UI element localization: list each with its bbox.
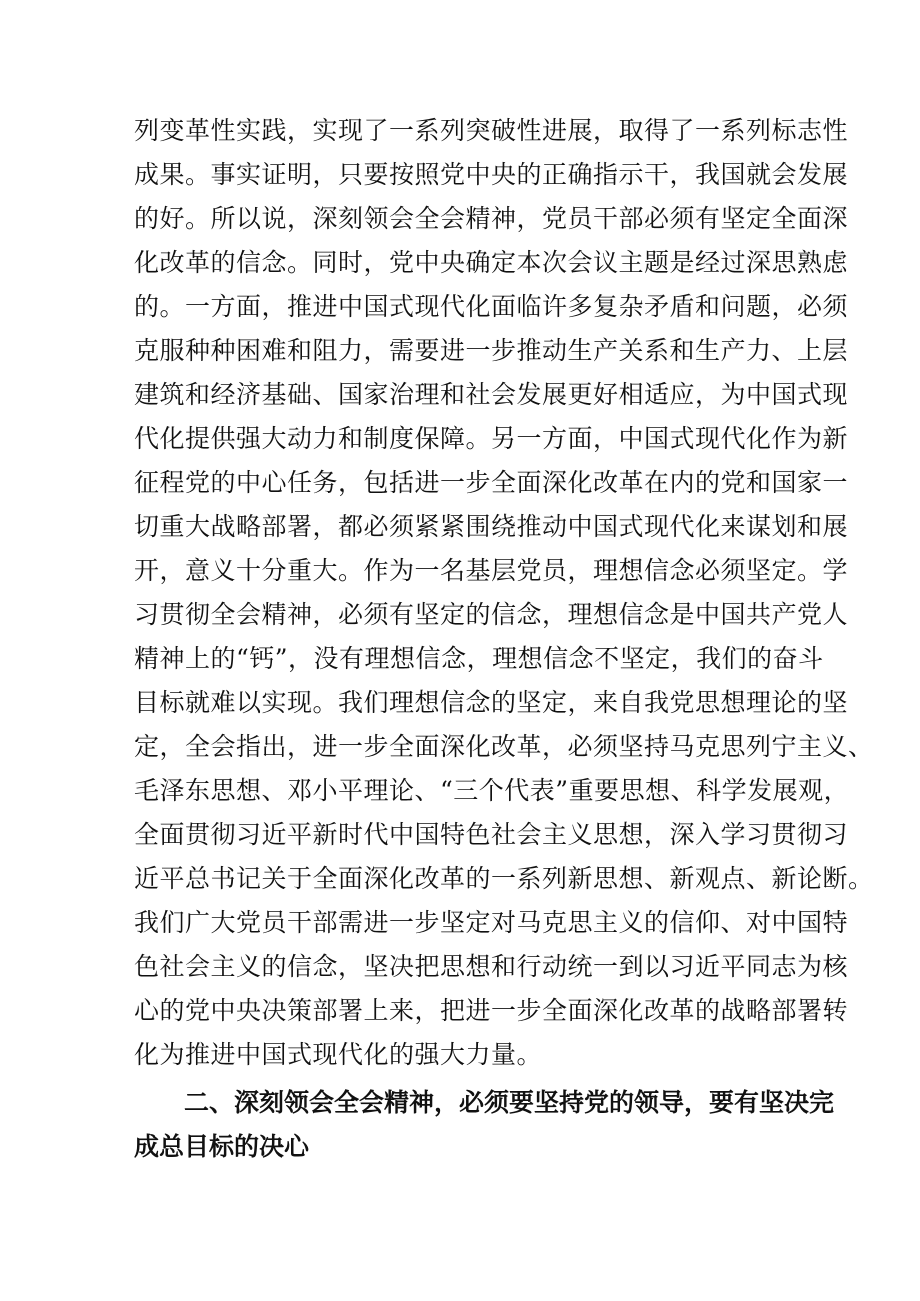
paragraph-line: 成果。事实证明，只要按照党中央的正确指示干，我国就会发展: [134, 160, 849, 189]
paragraph-line: 精神上的“钙”，没有理想信念，理想信念不坚定，我们的奋斗: [134, 644, 824, 673]
paragraph-line: 目标就难以实现。我们理想信念的坚定，来自我党思想理论的坚: [134, 688, 849, 717]
paragraph-line: 心的党中央决策部署上来，把进一步全面深化改革的战略部署转: [134, 996, 849, 1025]
paragraph-line: 色社会主义的信念，坚决把思想和行动统一到以习近平同志为核: [134, 952, 849, 981]
paragraph-line: 列变革性实践，实现了一系列突破性进展，取得了一系列标志性: [134, 116, 849, 145]
paragraph-line: 克服种种困难和阻力，需要进一步推动生产关系和生产力、上层: [134, 336, 849, 365]
paragraph-line: 我们广大党员干部需进一步坚定对马克思主义的信仰、对中国特: [134, 908, 849, 937]
paragraph-line: 的。一方面，推进中国式现代化面临许多复杂矛盾和问题，必须: [134, 292, 849, 321]
paragraph-line: 全面贯彻习近平新时代中国特色社会主义思想，深入学习贯彻习: [134, 820, 849, 849]
section-heading-line: 成总目标的决心: [134, 1132, 310, 1161]
paragraph-line: 近平总书记关于全面深化改革的一系列新思想、新观点、新论断。: [134, 864, 874, 893]
paragraph-line: 切重大战略部署，都必须紧紧围绕推动中国式现代化来谋划和展: [134, 512, 849, 541]
paragraph-line-last: 化为推进中国式现代化的强大力量。: [134, 1040, 543, 1069]
paragraph-line: 开，意义十分重大。作为一名基层党员，理想信念必须坚定。学: [134, 556, 849, 585]
paragraph-line: 毛泽东思想、邓小平理论、“三个代表”重要思想、科学发展观，: [134, 776, 850, 805]
paragraph-line: 的好。所以说，深刻领会全会精神，党员干部必须有坚定全面深: [134, 204, 849, 233]
paragraph-line: 定，全会指出，进一步全面深化改革，必须坚持马克思列宁主义、: [134, 732, 874, 761]
paragraph-line: 化改革的信念。同时，党中央确定本次会议主题是经过深思熟虑: [134, 248, 849, 277]
paragraph-line: 征程党的中心任务，包括进一步全面深化改革在内的党和国家一: [134, 468, 849, 497]
paragraph-line: 习贯彻全会精神，必须有坚定的信念，理想信念是中国共产党人: [134, 600, 849, 629]
section-heading-line: 二、深刻领会全会精神，必须要坚持党的领导，要有坚决完: [184, 1088, 835, 1117]
paragraph-line: 建筑和经济基础、国家治理和社会发展更好相适应，为中国式现: [134, 380, 849, 409]
paragraph-line: 代化提供强大动力和制度保障。另一方面，中国式现代化作为新: [134, 424, 849, 453]
